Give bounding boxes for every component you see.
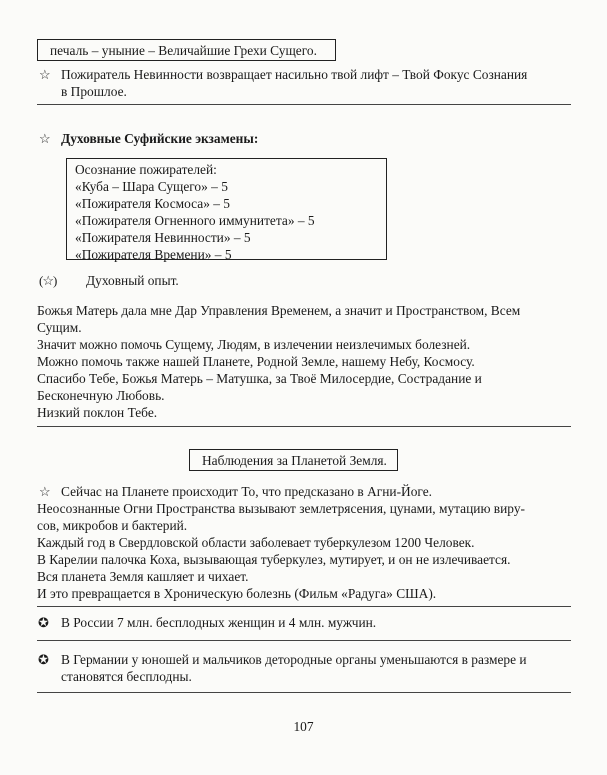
observations-title-box: [189, 449, 398, 471]
exams-line: «Пожирателя Огненного иммунитета» – 5: [75, 213, 315, 228]
paragraph-line: Спасибо Тебе, Божья Матерь – Матушка, за Твоё Милосердие, Сострадание и: [37, 371, 482, 386]
paragraph-line: В Германии у юношей и мальчиков детородные органы уменьшаются в размере и: [61, 652, 527, 667]
top-quote-text: печаль – уныние – Величайшие Грехи Сущего.: [50, 43, 317, 58]
divider: [37, 640, 571, 641]
paragraph-line: Пожиратель Невинности возвращает насильно твой лифт – Твой Фокус Сознания: [61, 67, 528, 82]
paragraph-line: Бесконечную Любовь.: [37, 388, 165, 403]
divider: [37, 104, 571, 105]
star-in-circle-icon: ✪: [38, 615, 49, 630]
paragraph-line: Можно помочь также нашей Планете, Родной Земле, нашему Небу, Космосу.: [37, 354, 475, 369]
divider: [37, 692, 571, 693]
paragraph-line: Божья Матерь дала мне Дар Управления Временем, а значит и Пространством, Всем: [37, 303, 521, 318]
paragraph-line: Сейчас на Планете происходит То, что предсказано в Агни-Йоге.: [61, 484, 433, 499]
paragraph-line: Вся планета Земля кашляет и чихает.: [37, 569, 249, 584]
paragraph-line: Низкий поклон Тебе.: [37, 405, 158, 420]
exams-line: «Пожирателя Невинности» – 5: [75, 230, 251, 245]
paragraph-line: Значит можно помочь Сущему, Людям, в излечении неизлечимых болезней.: [37, 337, 471, 352]
divider: [37, 606, 571, 607]
paragraph-line: становятся бесплодны.: [61, 669, 192, 684]
observations-title: Наблюдения за Планетой Земля.: [202, 453, 387, 468]
divider: [37, 426, 571, 427]
paragraph-line: И это превращается в Хроническую болезнь (Фильм «Радуга» США).: [37, 586, 437, 601]
star-outline-icon: ☆: [39, 484, 51, 499]
paragraph-line: сов, микробов и бактерий.: [37, 518, 188, 533]
star-outline-icon: ☆: [39, 67, 51, 82]
star-outline-icon: ☆: [39, 131, 51, 146]
experience-label: Духовный опыт.: [86, 273, 179, 288]
fact-paragraph: [61, 651, 527, 685]
exams-line: «Пожирателя Космоса» – 5: [75, 196, 230, 211]
exams-title: Духовные Суфийские экзамены:: [61, 131, 259, 146]
exams-line: Осознание пожирателей:: [75, 162, 217, 177]
exams-list: [75, 161, 315, 263]
devourer-paragraph: [61, 66, 527, 100]
top-quote-box: [37, 39, 336, 61]
experience-paragraph: [37, 302, 520, 421]
paragraph-line: Сущим.: [37, 320, 82, 335]
fact-text: В России 7 млн. бесплодных женщин и 4 млн. мужчин.: [61, 615, 377, 630]
paragraph-line: Неосознанные Огни Пространства вызывают землетрясения, цунами, мутацию виру-: [37, 501, 525, 516]
exams-line: «Пожирателя Времени» – 5: [75, 247, 232, 262]
paragraph-line: В Карелии палочка Коха, вызывающая туберкулез, мутирует, и он не излечивается.: [37, 552, 511, 567]
exams-line: «Куба – Шара Сущего» – 5: [75, 179, 228, 194]
crescent-star-icon: (☆): [39, 273, 57, 288]
star-in-circle-icon: ✪: [38, 652, 49, 667]
paragraph-line: Каждый год в Свердловской области заболевает туберкулезом 1200 Человек.: [37, 535, 475, 550]
page-number: 107: [293, 719, 314, 734]
paragraph-line: в Прошлое.: [61, 84, 127, 99]
observations-paragraph: [37, 500, 525, 602]
exams-box: [66, 158, 387, 260]
